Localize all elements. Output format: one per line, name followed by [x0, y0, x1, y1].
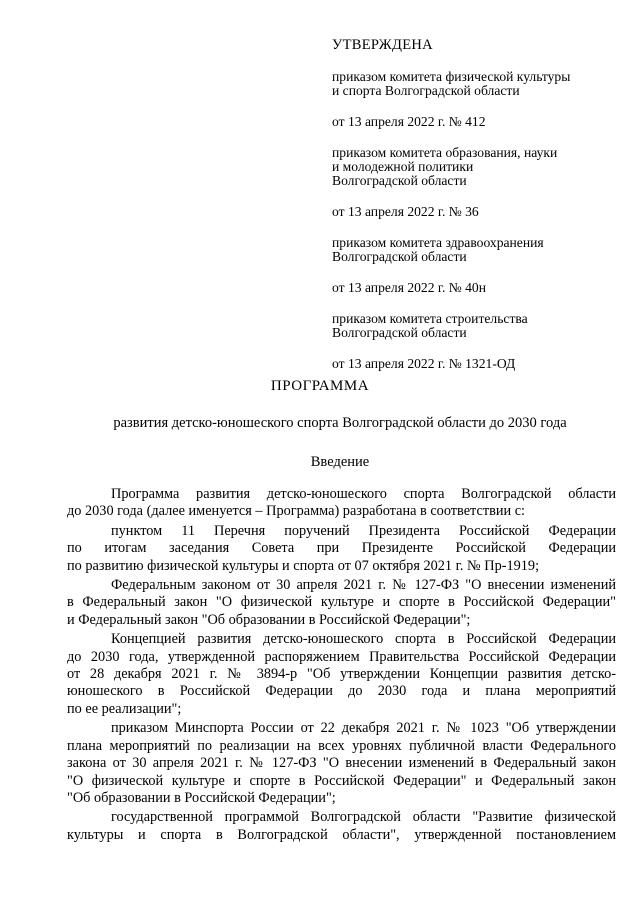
order-number: от 13 апреля 2022 г. № 40н: [332, 280, 487, 295]
order-line: Волгоградской области: [332, 173, 467, 188]
paragraph-line: "Об образовании в Российской Федерации";: [67, 789, 336, 806]
paragraph: [67, 486, 616, 521]
paragraph-line: культуры и спорта в Волгоградской области", утвержденной постановлением: [67, 826, 616, 843]
order-line: Волгоградской области: [332, 249, 467, 264]
order-number: от 13 апреля 2022 г. № 1321-ОД: [332, 356, 516, 371]
paragraph-line: Программа развития детско-юношеского спорта Волгоградской области: [111, 486, 616, 502]
paragraph-line: приказом Минспорта России от 22 декабря 2021 г. № 1023 "Об утверждении: [111, 720, 616, 737]
section-heading: Введение: [310, 454, 370, 470]
paragraph-line: Федеральным законом от 30 апреля 2021 г. № 127-ФЗ "О внесении изменений: [111, 577, 616, 594]
paragraph: [67, 720, 616, 807]
paragraph: [67, 523, 616, 575]
order-number: от 13 апреля 2022 г. № 36: [332, 204, 479, 219]
order-line: приказом комитета образования, науки: [332, 145, 558, 160]
paragraph-line: по ее реализации";: [67, 700, 182, 717]
order-line: и молодежной политики: [332, 159, 474, 174]
paragraph: [67, 577, 616, 629]
paragraph-line: и Федеральный закон "Об образовании в Российской Федерации";: [67, 611, 471, 628]
approval-block: [332, 38, 632, 388]
order-line: Волгоградской области: [332, 325, 467, 340]
order-number: от 13 апреля 2022 г. № 412: [332, 114, 486, 129]
document-title: ПРОГРАММА: [270, 378, 370, 394]
order-line: и спорта Волгоградской области: [332, 83, 520, 98]
paragraph-line: по итогам заседания Совета при Президенте Российской Федерации: [67, 540, 616, 557]
order-line: приказом комитета физической культуры: [332, 69, 571, 84]
paragraph-line: юношеского в Российской Федерации до 2030 года и плана мероприятий: [67, 683, 616, 700]
paragraph-line: до 2030 года, утвержденной распоряжением Правительства Российской Федерации: [67, 648, 616, 665]
document-body: [67, 486, 616, 846]
paragraph-line: Концепцией развития детско-юношеского спорта в Российской Федерации: [111, 631, 616, 648]
paragraph-line: пунктом 11 Перечня поручений Президента Российской Федерации: [111, 522, 616, 539]
paragraph-line: до 2030 года (далее именуется – Программа) разработана в соответствии с:: [67, 503, 526, 520]
approval-order: [332, 312, 632, 371]
paragraph: [67, 809, 616, 844]
paragraph-line: государственной программой Волгоградской области "Развитие физической: [111, 809, 616, 826]
paragraph: [67, 631, 616, 718]
order-line: приказом комитета строительства: [332, 311, 528, 326]
paragraph-line: в Федеральный закон "О физической культуре и спорте в Российской Федерации": [67, 594, 616, 611]
paragraph-line: закона от 30 апреля 2021 г. № 127-ФЗ "О внесении изменений в Федеральный закон: [67, 755, 616, 772]
paragraph-line: от 28 декабря 2021 г. № 3894-р "Об утверждении Концепции развития детско-: [67, 666, 616, 683]
paragraph-line: плана мероприятий по реализации на всех уровнях публичной власти Федерального: [67, 737, 616, 754]
paragraph-line: "О физической культуре и спорте в Российской Федерации" и Федеральный закон: [67, 772, 616, 789]
approval-order: [332, 236, 632, 295]
approval-order: [332, 146, 632, 219]
approval-order: [332, 70, 632, 129]
document-subtitle: развития детско-юношеского спорта Волгоградской области до 2030 года: [113, 415, 567, 431]
order-line: приказом комитета здравоохранения: [332, 235, 544, 250]
approval-heading: УТВЕРЖДЕНА: [332, 37, 433, 53]
paragraph-line: по развитию физической культуры и спорта от 07 октября 2021 г. № Пр-1919;: [67, 557, 540, 574]
